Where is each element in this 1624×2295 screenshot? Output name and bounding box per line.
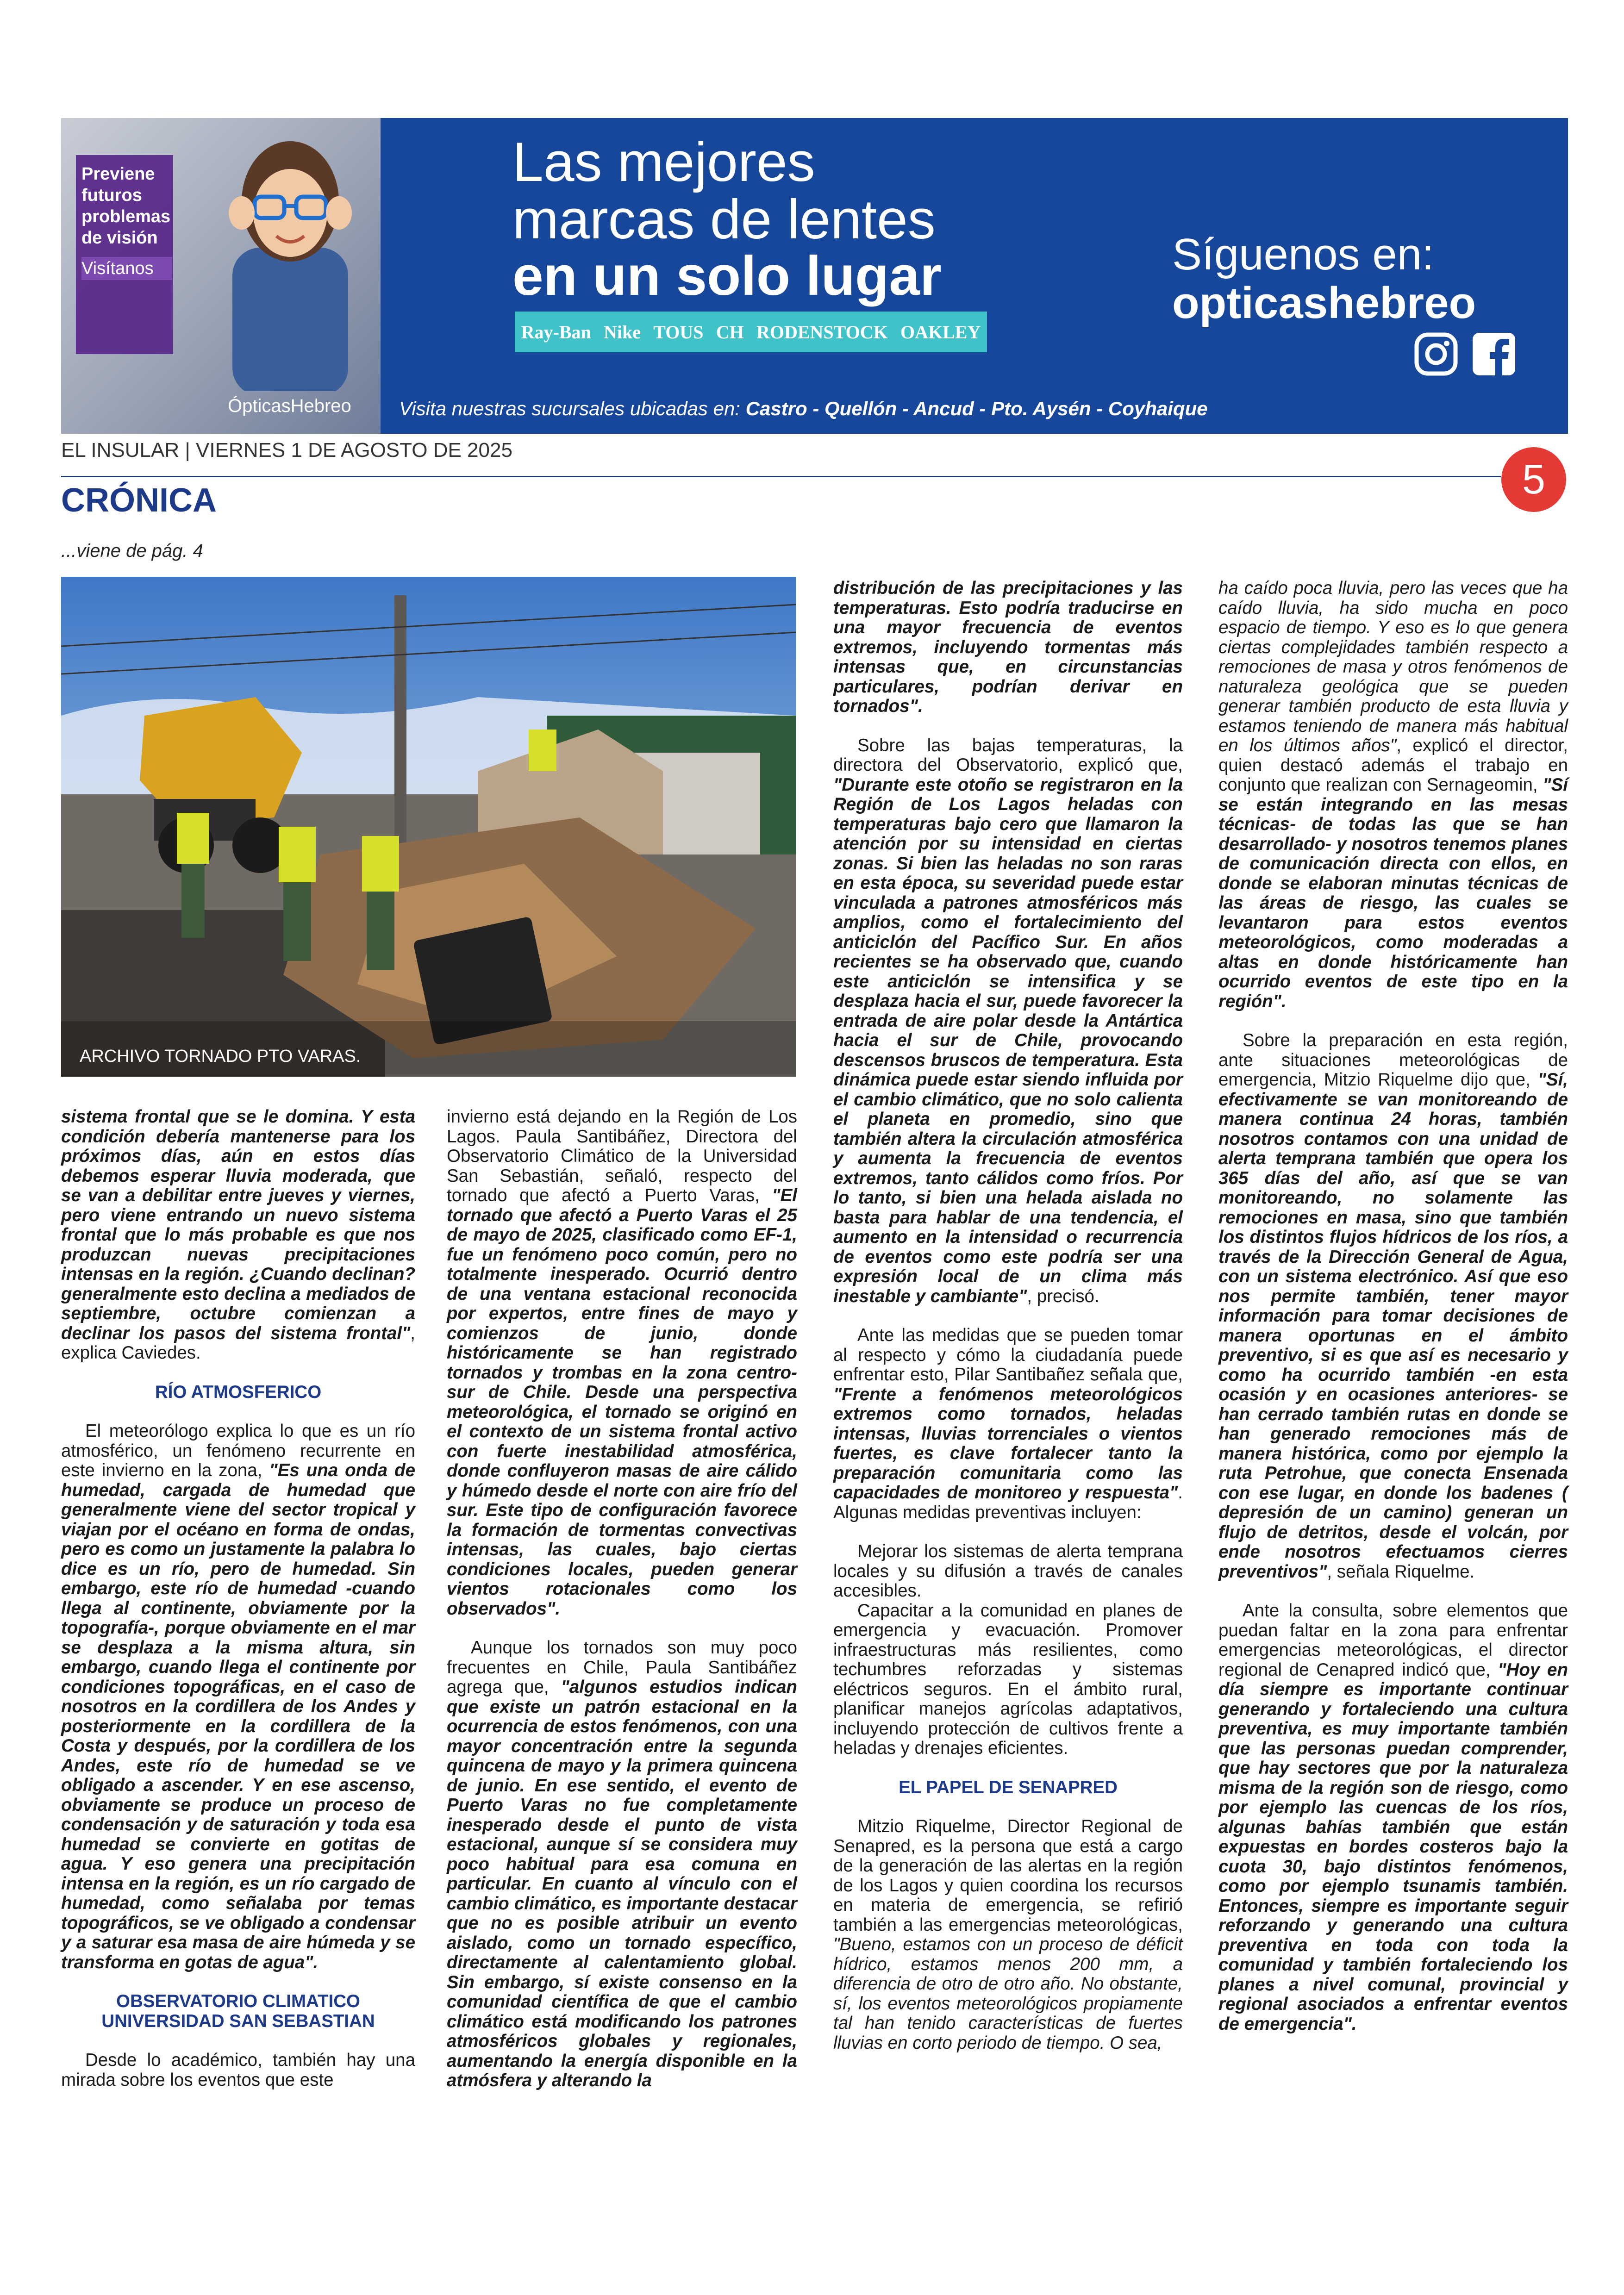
- ad-headline-3: en un solo lugar: [512, 245, 942, 307]
- ad-social-handle: opticashebreo: [1172, 278, 1476, 328]
- paragraph: Mitzio Riquelme, Director Regional de Senapred, es la persona que está a cargo de la generación de las alertas en la región de los Lagos y quien coordina los recursos en materia de emergencia, se refirió también a las emergencias meteorológicas, "Bueno, estamos con un proceso de déficit hídrico, estamos menos 200 mm, a diferencia de otro de otro año. No obstante, sí, los eventos meteorológicos propiamente tal han tenido características de fuertes lluvias en corto periodo de tiempo. O sea,: [833, 1816, 1183, 2053]
- paragraph: distribución de las precipitaciones y las temperaturas. Esto podría traducirse en una mayor frecuencia de eventos extremos, incluyendo tormentas más intensas que, en circunstancias particulares, podrían derivar en tornados".: [833, 578, 1183, 716]
- subheading-observatorio: OBSERVATORIO CLIMATICO UNIVERSIDAD SAN SEBASTIAN: [101, 1991, 375, 2031]
- ad-follow-label: Síguenos en:: [1172, 230, 1434, 279]
- preventive-measures-list: [833, 1542, 1183, 1759]
- ad-headline-2: marcas de lentes: [512, 188, 936, 250]
- brand-tous-logo: TOUS: [653, 321, 704, 343]
- newspaper-folio: EL INSULAR | VIERNES 1 DE AGOSTO DE 2025: [61, 439, 512, 461]
- photo-caption: ARCHIVO TORNADO PTO VARAS.: [80, 1047, 361, 1066]
- paragraph: Sobre las bajas temperaturas, la directora del Observatorio, explicó que, "Durante este otoño se registraron en la Región de Los Lagos heladas con temperaturas bajo cero que llamaron la atención por su intensidad en ciertas zonas. Si bien las heladas no son raras en esta época, su severidad puede estar vinculada a patrones atmosféricos más amplios, como el fortalecimiento del anticiclón del Pacífico Sur. En años recientes se ha observado que, cuando este anticiclón se intensifica y se desplaza hacia el sur, puede favorecer la entrada de aire polar desde la Antártica hacia el sur de Chile, provocando descensos bruscos de temperatura. Esta dinámica puede estar siendo influida por el cambio climático, que no solo calienta el planeta en promedio, sino que también altera la circulación atmosférica y aumenta la frecuencia de eventos extremos, tanto cálidos como fríos. Por lo tanto, si bien una helada aislada no basta para hablar de una tendencia, el aumento en la intensidad o recurrencia de eventos como este podría ser una expresión local de un clima más inestable y cambiante", precisó.: [833, 735, 1183, 1306]
- opticas-hebreo-logo: ÓpticasHebreo: [228, 396, 351, 416]
- subheading-senapred: EL PAPEL DE SENAPRED: [899, 1777, 1118, 1797]
- ad-branches-list: Castro - Quellón - Ancud - Pto. Aysén - Coyhaique: [745, 398, 1208, 419]
- paragraph: El meteorólogo explica lo que es un río atmosférico, un fenómeno recurrente en este invierno en la zona, "Es una onda de humedad, cargada de humedad que generalmente viene del sector tropical y viajan por el océano en forma de ondas, pero es como un justamente la palabra lo dice es un río, pero de humedad. Sin embargo, este río de humedad -cuando llega al continente, obviamente por la topografía-, porque obviamente en el mar se desplaza a la misma altura, sin embargo, cuando llega el continente por condiciones topográficas, en el caso de nosotros en la cordillera de los Andes y posteriormente en la cordillera de la Costa y después, por la cordillera de los Andes, este río de humedad se ve obligado a ascender. Y en ese ascenso, obviamente se produce un proceso de condensación y de saturación y toda esa humedad se convierte en gotitas de agua. Y eso genera una precipitación intensa en la región, es un río cargado de humedad, como señalaba por temas topográficos, se ve obligado a condensar y a saturar esa masa de aire húmeda y se transforma en gotas de agua".: [61, 1421, 415, 1972]
- ad-brand-strip: [515, 312, 987, 352]
- subheading-rio-atmosferico: RÍO ATMOSFERICO: [155, 1382, 322, 1402]
- paragraph: ha caído poca lluvia, pero las veces que ha caído lluvia, ha sido mucha en poco espacio de tiempo. Y eso es lo que genera ciertas complejidades también respecto a remociones de masa y otros fenómenos de naturaleza geológica que se pueden generar también producto de esta lluvia y estamos teniendo de manera más habitual en los últimos años", explicó el director, quien destacó además el trabajo en conjunto que realizan con Sernageomin, "Sí se están integrando en las mesas técnicas- de todas las que se han desarrollado- y nosotros tenemos planes de comunicación directa con ellos, en donde se elaboran minutas técnicas de las áreas de riesgo, las cuales se levantaron para estos eventos meteorológicos, como moderadas a altas en donde históricamente han ocurrido eventos de este tipo en la región".: [1218, 578, 1568, 1011]
- brand-rodenstock-logo: RODENSTOCK: [756, 321, 888, 343]
- facebook-icon[interactable]: [1471, 331, 1517, 377]
- paragraph: Aunque los tornados son muy poco frecuentes en Chile, Paula Santibáñez agrega que, "algunos estudios indican que existe un patrón estacional en la ocurrencia de estos fenómenos, con una mayor concentración entre la segunda quincena de mayo y la primera quincena de junio. En ese sentido, el evento de Puerto Varas no fue completamente inesperado desde el punto de vista estacional, aunque sí se considera muy poco habitual para esa comuna en particular. En cuanto al vínculo con el cambio climático, es importante destacar que no es posible atribuir un evento aislado, como un tornado específico, directamente al calentamiento global. Sin embargo, sí existe consenso en la comunidad científica de que el cambio climático está modificando los patrones atmosféricos globales y regionales, aumentando la energía disponible en la atmósfera y alterando la: [447, 1638, 797, 2090]
- list-item: Capacitar a la comunidad en planes de emergencia y evacuación. Promover infraestructuras más resilientes, como techumbres reforzadas y sistemas eléctricos seguros. En el ámbito rural, planificar manejos agrícolas adaptativos, incluyendo protección de cultivos frente a heladas y drenajes eficientes.: [833, 1600, 1183, 1758]
- paragraph: Ante la consulta, sobre elementos que puedan faltar en la zona para enfrentar emergencias meteorológicas, el director regional de Cenapred indicó que, "Hoy en día siempre es importante continuar generando y fortaleciendo una cultura preventiva, es muy importante también que las personas puedan comprender, que hay sectores que por la naturaleza misma de la región son de riesgo, como por ejemplo las cuencas de los ríos, algunas bahías también que están expuestas en bordes costeros bajo la cuota 30, bajo distintos fenómenos, como por ejemplo tsunamis también. Entonces, siempre es importante seguir reforzando y generando una cultura preventiva en toda con toda la comunidad y también fortaleciendo los planes a nivel comunal, provincial y regional asociados a enfrentar eventos de emergencia".: [1218, 1601, 1568, 2034]
- continued-from-note: ...viene de pág. 4: [61, 541, 203, 561]
- article-column-3: [833, 579, 1183, 2072]
- instagram-icon[interactable]: [1413, 331, 1459, 377]
- paragraph: invierno está dejando en la Región de Los Lagos. Paula Santibáñez, Directora del Observatorio Climático de la Universidad San Sebastián, señaló, respecto del tornado que afectó a Puerto Varas, "El tornado que afectó a Puerto Varas el 25 de mayo de 2025, clasificado como EF-1, fue un fenómeno poco común, pero no totalmente inesperado. Ocurrió dentro de una ventana estacional reconocida por expertos, entre fines de mayo y comienzos de junio, donde históricamente se han registrado tornados y trombas en la zona centro-sur de Chile. Desde una perspectiva meteorológica, el tornado se originó en el contexto de un sistema frontal activo con fuerte inestabilidad atmosférica, donde confluyeron masas de aire cálido y húmedo desde el norte con aire frío del sur. Este tipo de configuración favorece la formación de tormentas convectivas intensas, las cuales, bajo ciertas condiciones locales, pueden generar vientos rotacionales como los observados".: [447, 1107, 797, 1619]
- list-item: Mejorar los sistemas de alerta temprana locales y su difusión a través de canales accesibles.: [833, 1541, 1183, 1601]
- paragraph: sistema frontal que se le domina. Y esta condición debería mantenerse para los próximos días, aún en estos días debemos esperar lluvia moderada, que se van a debilitar entre jueves y viernes, pero viene entrando un nuevo sistema frontal que lo más probable es que nos produzcan nuevas precipitaciones intensas en la región. ¿Cuando declinan? generalmente esto declina a mediados de septiembre, octubre comienzan a declinar los pasos del sistema frontal", explica Caviedes.: [61, 1107, 415, 1363]
- child-illustration: [214, 132, 367, 391]
- tornado-debris-scene: [61, 577, 796, 1077]
- paragraph: Desde lo académico, también hay una mirada sobre los eventos que este: [61, 2050, 415, 2090]
- ad-headline-1: Las mejores: [512, 131, 815, 193]
- article-column-4: [1218, 579, 1568, 2053]
- ad-visitanos-button[interactable]: Visítanos: [81, 257, 172, 280]
- ad-previene-text: Previene futuros problemas de visión: [81, 164, 171, 248]
- page-number-badge: 5: [1501, 447, 1566, 512]
- brand-nike-logo: Nike: [604, 321, 641, 343]
- brand-ch-logo: CH: [716, 321, 744, 343]
- tornado-archive-photo: [61, 577, 796, 1077]
- paragraph: Ante las medidas que se pueden tomar al respecto y cómo la ciudadanía puede enfrentar esto, Pilar Santibañez señala que, "Frente a fenómenos meteorológicos extremos como tornados, heladas intensas, lluvias torrenciales o vientos fuertes, es clave fortalecer tanto la preparación comunitaria como las capacidades de monitoreo y respuesta". Algunas medidas preventivas incluyen:: [833, 1325, 1183, 1522]
- article-column-1: [61, 1107, 415, 2109]
- optics-ad-banner: [61, 118, 1568, 434]
- ad-branches: [399, 398, 1208, 420]
- ad-branches-label: Visita nuestras sucursales ubicadas en:: [399, 398, 740, 419]
- article-column-2: [447, 1107, 797, 2110]
- section-title: CRÓNICA: [61, 482, 217, 519]
- paragraph: Sobre la preparación en esta región, ante situaciones meteorológicas de emergencia, Mitzio Riquelme dijo que, "Sí, efectivamente se van monitoreando de manera continua 24 horas, también nosotros contamos con una unidad de alerta temprana también que opera los 365 días del año, así que se van monitoreando, no solamente las remociones en masa, sino que también los distintos flujos hídricos de los ríos, a través de la Dirección General de Agua, con un sistema electrónico. Así que eso nos permite también, tener mayor información para tomar decisiones de manera oportunas en el ámbito preventivo, si es que así es necesario y como ha ocurrido también -en esta ocasión y en ocasiones anteriores- se han cerrado también rutas en donde se han generado remociones más de manera histórica, como por ejemplo la ruta Petrohue, que conecta Ensenada con ese lugar, en donde los badenes ( depresión de un camino) generan un flujo de detritos, desde el volcán, por ende nosotros efectuamos cierres preventivos", señala Riquelme.: [1218, 1030, 1568, 1582]
- brand-rayban-logo: Ray-Ban: [521, 321, 591, 343]
- brand-oakley-logo: OAKLEY: [900, 321, 981, 343]
- header-divider: [61, 476, 1501, 477]
